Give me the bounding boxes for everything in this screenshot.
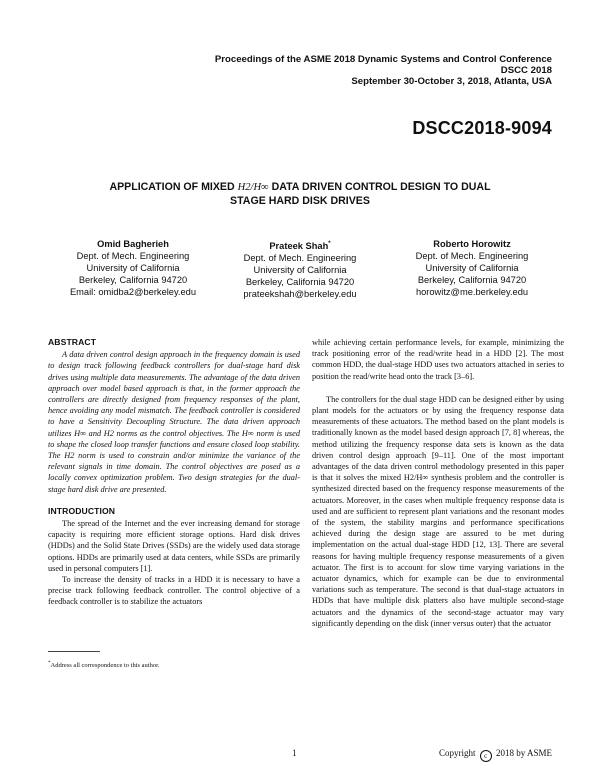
copyright-icon: c bbox=[480, 750, 492, 762]
title-line-2: STAGE HARD DISK DRIVES bbox=[230, 194, 370, 207]
author-name: Prateek Shah* bbox=[269, 241, 331, 252]
author-univ: University of California bbox=[253, 265, 347, 276]
author-dept: Dept. of Mech. Engineering bbox=[243, 253, 357, 264]
footnote-text: Address all correspondence to this author. bbox=[50, 662, 160, 670]
author-dept: Dept. of Mech. Engineering bbox=[76, 251, 190, 261]
paper-id: DSCC2018-9094 bbox=[412, 118, 552, 138]
abstract-text: A data driven control design approach in the frequency domain is used to design track following feedback controllers for dual-stage hard disk drives using multiple data measurements. The advantage of the data driven approach over model based approach is that, in the former approach the controllers are directly designed from frequency responses of the plant, hence avoiding any model mismatch. The feedback controller is considered to have a Sensitivity Decoupling Structure. The data driven approach utilizes H∞ and H2 norms as the control objectives. The H∞ norm is used to shape the closed loop transfer functions and ensure closed loop stability. The H2 norm is used to constrain and/or minimize the variance of the relevant signals in time domain. The control objectives are posed as a locally convex optimization problem. Two design strategies for the dual-stage hard disk drive are presented. bbox=[48, 350, 300, 494]
title-math: H2/H∞ bbox=[237, 182, 269, 193]
conference-name: Proceedings of the ASME 2018 Dynamic Systems and Control Conference bbox=[214, 54, 552, 65]
author-block bbox=[215, 238, 385, 300]
intro-paragraph-3: The controllers for the dual stage HDD can be designed either by using plant models for the actuators or by using the frequency response data measurements of these actuators. The method based on the plant models is traditionally known as the model based design approach [7, 8] whereas, the method utilizing the frequency response data sets is known as the data driven control design approach [9–11]. One of the most important advantages of the data driven control methodology presented in this paper is that it solves the mixed H2/H∞ synthesis problem and the controller is synthesized directed based on the frequency response measurements of the actuators. Moreover, in the cases when multiple frequency response data is used and are sufficient to represent plant variations and the resonant modes of the system, the stability margins and performance specifications achieved during the design stage are assured to be met during implementation on the actual dual-stage HDD [12, 13]. There are several reasons for having multiple frequency response measurements of a given actuator. The first is to account for slow time varying variations in the actuator dynamics, which for example can be due to environmental variations such as temperature. The second is that dual-stage actuators in HDDs that have multiple disk platters also have multiple second-stage actuators and the dynamics of the second-stage actuator may vary significantly depending on the disk (inner versus outer) that the actuator bbox=[312, 394, 564, 628]
conference-acronym: DSCC 2018 bbox=[500, 65, 552, 76]
author-email: horowitz@me.berkeley.edu bbox=[415, 287, 529, 297]
abstract-heading: ABSTRACT bbox=[48, 337, 97, 347]
title-part-1: APPLICATION OF MIXED bbox=[109, 181, 238, 193]
author-email: Email: omidba2@berkeley.edu bbox=[69, 287, 197, 297]
footnote-divider bbox=[48, 651, 100, 652]
author-dept: Dept. of Mech. Engineering bbox=[415, 251, 529, 261]
left-column bbox=[48, 337, 300, 608]
title-line-1 bbox=[60, 181, 540, 195]
author-city: Berkeley, California 94720 bbox=[78, 275, 188, 285]
author-city: Berkeley, California 94720 bbox=[417, 275, 527, 285]
author-block bbox=[48, 238, 218, 298]
author-email: prateekshah@berkeley.edu bbox=[243, 289, 357, 300]
right-column bbox=[312, 337, 564, 629]
intro-paragraph-1: The spread of the Internet and the ever increasing demand for storage capacity is requiring more efficient storage options. Hard disk drives (HDDs) and the Solid State Drives (SSDs) are the widely used data storage options. HDDs are primarily used at data centers, while SSDs are primarily used in personal computers [1]. bbox=[48, 519, 300, 573]
introduction-heading: INTRODUCTION bbox=[48, 505, 116, 516]
author-univ: University of California bbox=[425, 263, 519, 273]
author-name: Roberto Horowitz bbox=[433, 239, 511, 249]
author-name: Omid Bagherieh bbox=[97, 239, 169, 249]
author-univ: University of California bbox=[86, 263, 180, 273]
conference-dates: September 30-October 3, 2018, Atlanta, USA bbox=[351, 76, 552, 87]
intro-paragraph-2-continued: while achieving certain performance levels, for example, minimizing the track positioning error of the read/write head in a HDD [2]. The most common HDD, the dual-stage HDD uses two actuators attached in series to position the read/write head onto the track [3–6]. bbox=[312, 338, 564, 381]
copyright-notice bbox=[439, 748, 552, 762]
author-block bbox=[387, 238, 557, 298]
copyright-word: Copyright bbox=[438, 748, 476, 758]
title-part-2: DATA DRIVEN CONTROL DESIGN TO DUAL bbox=[268, 181, 491, 193]
footnote bbox=[48, 661, 160, 669]
paper-title bbox=[60, 181, 540, 208]
copyright-year-owner: 2018 by ASME bbox=[495, 748, 552, 758]
footnote-mark: * bbox=[48, 661, 51, 666]
author-city: Berkeley, California 94720 bbox=[245, 277, 355, 288]
conference-header bbox=[152, 54, 552, 87]
page-number: 1 bbox=[292, 748, 297, 758]
intro-paragraph-2: To increase the density of tracks in a HDD it is necessary to have a precise track following feedback controller. The control objective of a feedback controller is to stabilize the actuators bbox=[48, 575, 300, 607]
author-mark: * bbox=[328, 241, 331, 247]
